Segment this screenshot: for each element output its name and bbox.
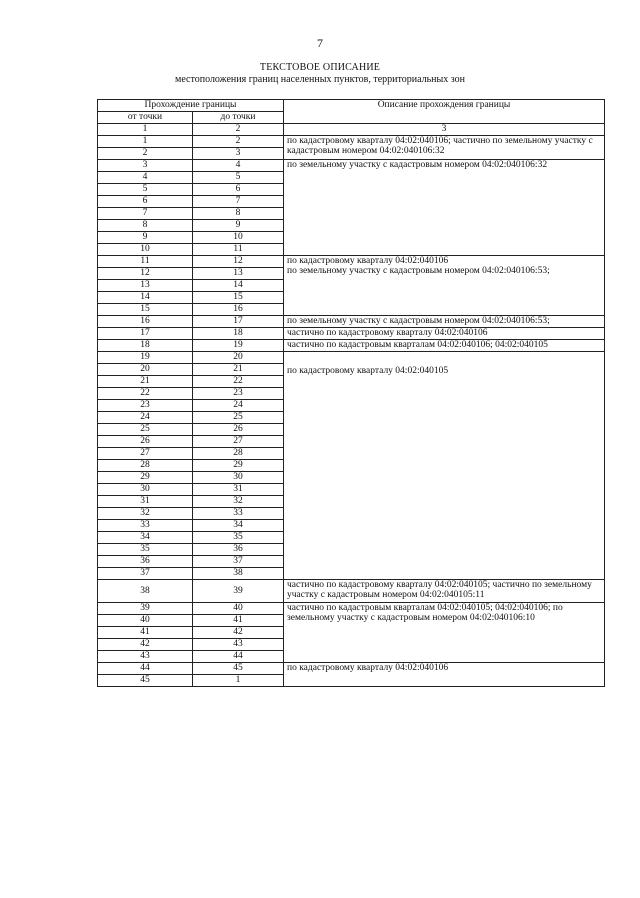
- table-row: [98, 328, 605, 340]
- header-to-point: до точки: [193, 112, 284, 124]
- description-cell: [284, 603, 605, 663]
- description-text: по кадастровому кварталу 04:02:040105: [287, 366, 449, 376]
- description-cell: [284, 136, 605, 160]
- to-point-cell: 16: [193, 304, 284, 316]
- from-point-cell: 35: [98, 544, 193, 556]
- to-point-cell: 15: [193, 292, 284, 304]
- from-point-cell: 8: [98, 220, 193, 232]
- to-point-cell: 8: [193, 208, 284, 220]
- table-row: [98, 136, 605, 148]
- description-cell: [284, 160, 605, 256]
- from-point-cell: 42: [98, 639, 193, 651]
- to-point-cell: 28: [193, 448, 284, 460]
- from-point-cell: 45: [98, 675, 193, 687]
- from-point-cell: 44: [98, 663, 193, 675]
- from-point-cell: 24: [98, 412, 193, 424]
- to-point-cell: 18: [193, 328, 284, 340]
- description-cell: [284, 580, 605, 603]
- from-point-cell: 31: [98, 496, 193, 508]
- from-point-cell: 26: [98, 436, 193, 448]
- from-point-cell: 32: [98, 508, 193, 520]
- document-title: ТЕКСТОВОЕ ОПИСАНИЕ: [259, 62, 381, 73]
- from-point-cell: 17: [98, 328, 193, 340]
- from-point-cell: 40: [98, 615, 193, 627]
- to-point-cell: 12: [193, 256, 284, 268]
- table-row: [98, 340, 605, 352]
- from-point-cell: 18: [98, 340, 193, 352]
- to-point-cell: 31: [193, 484, 284, 496]
- description-text: частично по кадастровому кварталу 04:02:040105; частично по земельному участку с кадастровым номером 04:02:040105:11: [287, 580, 592, 600]
- from-point-cell: 7: [98, 208, 193, 220]
- to-point-cell: 27: [193, 436, 284, 448]
- table-header-row: [98, 100, 605, 112]
- from-point-cell: 25: [98, 424, 193, 436]
- to-point-cell: 41: [193, 615, 284, 627]
- from-point-cell: 15: [98, 304, 193, 316]
- header-description: Описание прохождения границы: [284, 100, 605, 124]
- description-cell: [284, 316, 605, 328]
- from-point-cell: 22: [98, 388, 193, 400]
- to-point-cell: 11: [193, 244, 284, 256]
- from-point-cell: 27: [98, 448, 193, 460]
- from-point-cell: 30: [98, 484, 193, 496]
- to-point-cell: 5: [193, 172, 284, 184]
- from-point-cell: 28: [98, 460, 193, 472]
- from-point-cell: 23: [98, 400, 193, 412]
- from-point-cell: 9: [98, 232, 193, 244]
- to-point-cell: 26: [193, 424, 284, 436]
- to-point-cell: 9: [193, 220, 284, 232]
- to-point-cell: 3: [193, 148, 284, 160]
- to-point-cell: 44: [193, 651, 284, 663]
- to-point-cell: 34: [193, 520, 284, 532]
- table-row: [98, 316, 605, 328]
- from-point-cell: 34: [98, 532, 193, 544]
- description-cell: [284, 256, 605, 316]
- from-point-cell: 19: [98, 352, 193, 364]
- description-cell: [284, 663, 605, 687]
- to-point-cell: 2: [193, 136, 284, 148]
- description-text: по кадастровому кварталу 04:02:040106; частично по земельному участку с кадастровым номером 04:02:040106:32: [287, 136, 593, 156]
- table-row: [98, 580, 605, 603]
- description-text: частично по кадастровым кварталам 04:02:040105; 04:02:040106; по земельному участку с кадастровым номером 04:02:040106:10: [287, 603, 563, 623]
- from-point-cell: 12: [98, 268, 193, 280]
- description-cell: [284, 328, 605, 340]
- from-point-cell: 14: [98, 292, 193, 304]
- header-from-point: от точки: [98, 112, 193, 124]
- to-point-cell: 24: [193, 400, 284, 412]
- to-point-cell: 20: [193, 352, 284, 364]
- to-point-cell: 45: [193, 663, 284, 675]
- column-number-row: [98, 124, 605, 136]
- from-point-cell: 38: [98, 580, 193, 603]
- from-point-cell: 4: [98, 172, 193, 184]
- from-point-cell: 41: [98, 627, 193, 639]
- description-cell: [284, 352, 605, 580]
- from-point-cell: 37: [98, 568, 193, 580]
- to-point-cell: 40: [193, 603, 284, 615]
- description-text: по земельному участку с кадастровым номером 04:02:040106:32: [287, 160, 548, 170]
- to-point-cell: 32: [193, 496, 284, 508]
- to-point-cell: 33: [193, 508, 284, 520]
- from-point-cell: 2: [98, 148, 193, 160]
- to-point-cell: 38: [193, 568, 284, 580]
- column-number: 3: [284, 124, 605, 136]
- to-point-cell: 10: [193, 232, 284, 244]
- page-number: 7: [317, 36, 323, 50]
- to-point-cell: 36: [193, 544, 284, 556]
- to-point-cell: 35: [193, 532, 284, 544]
- from-point-cell: 43: [98, 651, 193, 663]
- to-point-cell: 37: [193, 556, 284, 568]
- table-row: [98, 663, 605, 675]
- to-point-cell: 6: [193, 184, 284, 196]
- to-point-cell: 4: [193, 160, 284, 172]
- from-point-cell: 10: [98, 244, 193, 256]
- column-number: 1: [98, 124, 193, 136]
- table-row: [98, 160, 605, 172]
- from-point-cell: 16: [98, 316, 193, 328]
- from-point-cell: 3: [98, 160, 193, 172]
- description-text: по земельному участку с кадастровым номером 04:02:040106:53;: [287, 316, 550, 326]
- from-point-cell: 21: [98, 376, 193, 388]
- to-point-cell: 29: [193, 460, 284, 472]
- from-point-cell: 1: [98, 136, 193, 148]
- to-point-cell: 1: [193, 675, 284, 687]
- to-point-cell: 17: [193, 316, 284, 328]
- header-boundary-passage: Прохождение границы: [98, 100, 284, 112]
- description-text: частично по кадастровому кварталу 04:02:040106: [287, 328, 488, 338]
- to-point-cell: 21: [193, 364, 284, 376]
- to-point-cell: 39: [193, 580, 284, 603]
- to-point-cell: 43: [193, 639, 284, 651]
- to-point-cell: 23: [193, 388, 284, 400]
- description-text: по кадастровому кварталу 04:02:040106: [287, 256, 449, 266]
- from-point-cell: 5: [98, 184, 193, 196]
- description-cell: [284, 340, 605, 352]
- document-subtitle: местоположения границ населенных пунктов, территориальных зон: [175, 74, 465, 85]
- to-point-cell: 19: [193, 340, 284, 352]
- to-point-cell: 30: [193, 472, 284, 484]
- column-number: 2: [193, 124, 284, 136]
- to-point-cell: 25: [193, 412, 284, 424]
- to-point-cell: 22: [193, 376, 284, 388]
- to-point-cell: 7: [193, 196, 284, 208]
- from-point-cell: 13: [98, 280, 193, 292]
- description-text: по земельному участку с кадастровым номером 04:02:040106:53;: [287, 266, 550, 276]
- table-row: [98, 352, 605, 364]
- from-point-cell: 36: [98, 556, 193, 568]
- from-point-cell: 20: [98, 364, 193, 376]
- to-point-cell: 14: [193, 280, 284, 292]
- boundary-table: [97, 99, 605, 687]
- description-text: частично по кадастровым кварталам 04:02:040106; 04:02:040105: [287, 340, 548, 350]
- from-point-cell: 39: [98, 603, 193, 615]
- table-row: [98, 256, 605, 268]
- table-row: [98, 603, 605, 615]
- to-point-cell: 13: [193, 268, 284, 280]
- from-point-cell: 11: [98, 256, 193, 268]
- from-point-cell: 33: [98, 520, 193, 532]
- from-point-cell: 29: [98, 472, 193, 484]
- description-text: по кадастровому кварталу 04:02:040106: [287, 663, 449, 673]
- to-point-cell: 42: [193, 627, 284, 639]
- from-point-cell: 6: [98, 196, 193, 208]
